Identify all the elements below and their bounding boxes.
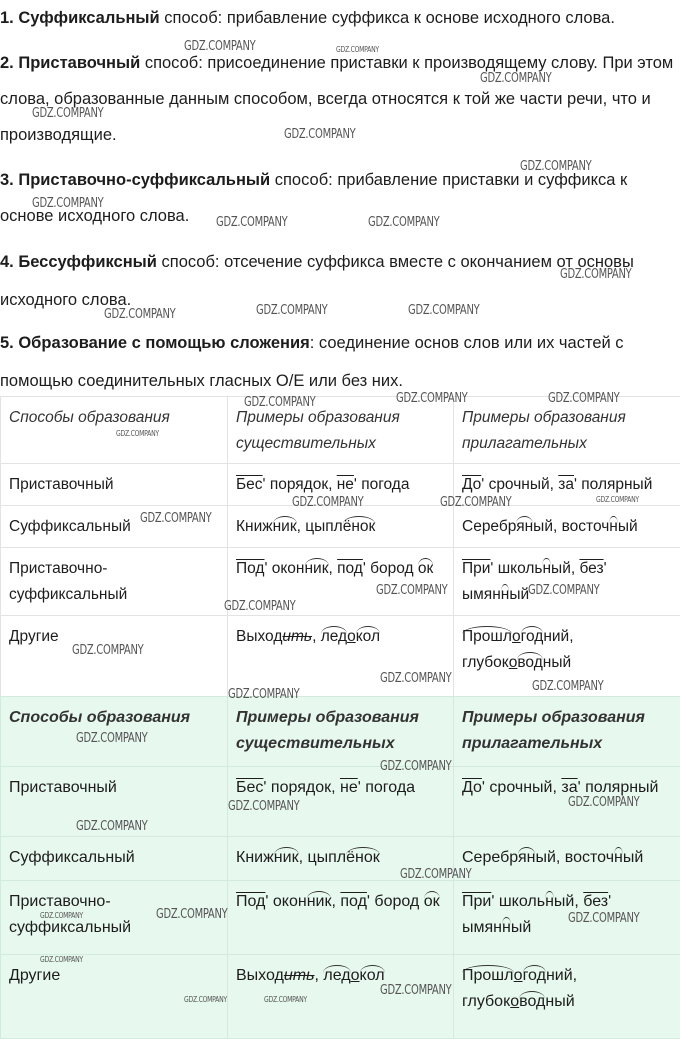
watermark: GDZ.COMPANY [292, 495, 364, 510]
watermark: GDZ.COMPANY [140, 511, 212, 526]
watermark: GDZ.COMPANY [72, 643, 144, 658]
method-cell: Другие [1, 616, 228, 698]
watermark: GDZ.COMPANY [548, 391, 620, 406]
table-row [1, 837, 680, 881]
adj-example: Серебряный, восточный [454, 837, 680, 881]
watermark: GDZ.COMPANY [264, 995, 307, 1004]
watermark: GDZ.COMPANY [40, 911, 83, 920]
method-cell: Приставочно-суффиксальный [1, 548, 228, 616]
header-nouns: Примеры образования существительных [228, 397, 454, 464]
watermark: GDZ.COMPANY [336, 45, 379, 54]
watermark: GDZ.COMPANY [400, 867, 472, 882]
term: 5. Образование с помощью сложения [0, 334, 310, 352]
header-methods: Способы образования [1, 697, 228, 767]
watermark: GDZ.COMPANY [596, 495, 639, 504]
watermark: GDZ.COMPANY [368, 215, 440, 230]
watermark: GDZ.COMPANY [560, 267, 632, 282]
noun-example: Выходить, ледокол [228, 955, 454, 1039]
noun-example: Выходить, ледокол [228, 616, 454, 698]
watermark: GDZ.COMPANY [116, 429, 159, 438]
term: 4. Бессуффиксный [0, 253, 157, 271]
watermark: GDZ.COMPANY [380, 671, 452, 686]
header-adjectives: Примеры образования прилагательных [454, 397, 680, 464]
method-cell: Суффиксальный [1, 506, 228, 548]
adj-example: Прошлогодний, глубоководный [454, 616, 680, 698]
watermark: GDZ.COMPANY [396, 391, 468, 406]
watermark: GDZ.COMPANY [184, 995, 227, 1004]
watermark: GDZ.COMPANY [532, 679, 604, 694]
adj-example: Приʹ школьный, безʹ ымянный [454, 548, 680, 616]
watermark: GDZ.COMPANY [40, 955, 83, 964]
table-row [1, 955, 680, 1039]
adj-example: Доʹ срочный, заʹ полярный [454, 767, 680, 837]
term: 3. Приставочно-суффиксальный [0, 171, 271, 189]
adj-example: Прошлогодний, глубоководный [454, 955, 680, 1039]
header-adjectives: Примеры образования прилагательных [454, 697, 680, 767]
noun-example: Подʹ оконник, подʹ бород ок [228, 881, 454, 955]
method-cell: Приставочно-суффиксальный [1, 881, 228, 955]
watermark: GDZ.COMPANY [76, 731, 148, 746]
watermark: GDZ.COMPANY [520, 159, 592, 174]
term: 1. Суффиксальный [0, 9, 160, 27]
definition: способ: отсечение суффикса вместе с окончанием от основы исходного слова. [0, 253, 634, 309]
method-cell: Приставочный [1, 464, 228, 506]
watermark: GDZ.COMPANY [568, 795, 640, 810]
watermark: GDZ.COMPANY [440, 495, 512, 510]
method-cell: Другие [1, 955, 228, 1039]
watermark: GDZ.COMPANY [228, 687, 300, 702]
header-nouns: Примеры образования существительных [228, 697, 454, 767]
adj-example: Серебряный, восточный [454, 506, 680, 548]
watermark: GDZ.COMPANY [224, 599, 296, 614]
watermark: GDZ.COMPANY [408, 303, 480, 318]
watermark: GDZ.COMPANY [32, 106, 104, 121]
noun-example: Подʹ оконник, подʹ бород ок [228, 548, 454, 616]
watermark: GDZ.COMPANY [244, 395, 316, 410]
watermark: GDZ.COMPANY [568, 911, 640, 926]
word-formation-table-highlighted [0, 696, 680, 1039]
watermark: GDZ.COMPANY [380, 983, 452, 998]
watermark: GDZ.COMPANY [528, 583, 600, 598]
method-cell: Суффиксальный [1, 837, 228, 881]
term: 2. Приставочный [0, 54, 141, 72]
watermark: GDZ.COMPANY [156, 907, 228, 922]
noun-example: Бесʹ порядок, неʹ погода [228, 464, 454, 506]
noun-example: Книжник, цыплёнок [228, 506, 454, 548]
watermark: GDZ.COMPANY [376, 583, 448, 598]
definition: способ: прибавление приставки и суффикса к основе исходного слова. [0, 171, 628, 225]
definition: : соединение основ слов или их частей с помощью соединительных гласных О/Е или без них. [0, 334, 624, 390]
adj-example: Приʹ школьный, безʹ ымянный [454, 881, 680, 955]
watermark: GDZ.COMPANY [380, 759, 452, 774]
paragraph-compound [0, 324, 680, 400]
watermark: GDZ.COMPANY [184, 39, 256, 54]
watermark: GDZ.COMPANY [228, 799, 300, 814]
definition: способ: присоединение приставки к производящему слову. При этом слова, образованные данным способом, всегда относятся к той же части речи, что и производящие. [0, 54, 674, 144]
definition: способ: прибавление суффикса к основе исходного слова. [159, 9, 615, 27]
paragraph-suffix [0, 0, 680, 36]
watermark: GDZ.COMPANY [480, 71, 552, 86]
table-row [1, 548, 680, 616]
watermark: GDZ.COMPANY [256, 303, 328, 318]
table-row [1, 506, 680, 548]
table-header-row [1, 397, 680, 464]
method-cell: Приставочный [1, 767, 228, 837]
noun-example: Бесʹ порядок, неʹ погода [228, 767, 454, 837]
header-methods: Способы образования [1, 397, 228, 464]
watermark: GDZ.COMPANY [104, 307, 176, 322]
watermark: GDZ.COMPANY [216, 215, 288, 230]
watermark: GDZ.COMPANY [32, 196, 104, 211]
adj-example: Доʹ срочный, заʹ полярный [454, 464, 680, 506]
noun-example: Книжник, цыплёнок [228, 837, 454, 881]
watermark: GDZ.COMPANY [284, 127, 356, 142]
watermark: GDZ.COMPANY [76, 819, 148, 834]
